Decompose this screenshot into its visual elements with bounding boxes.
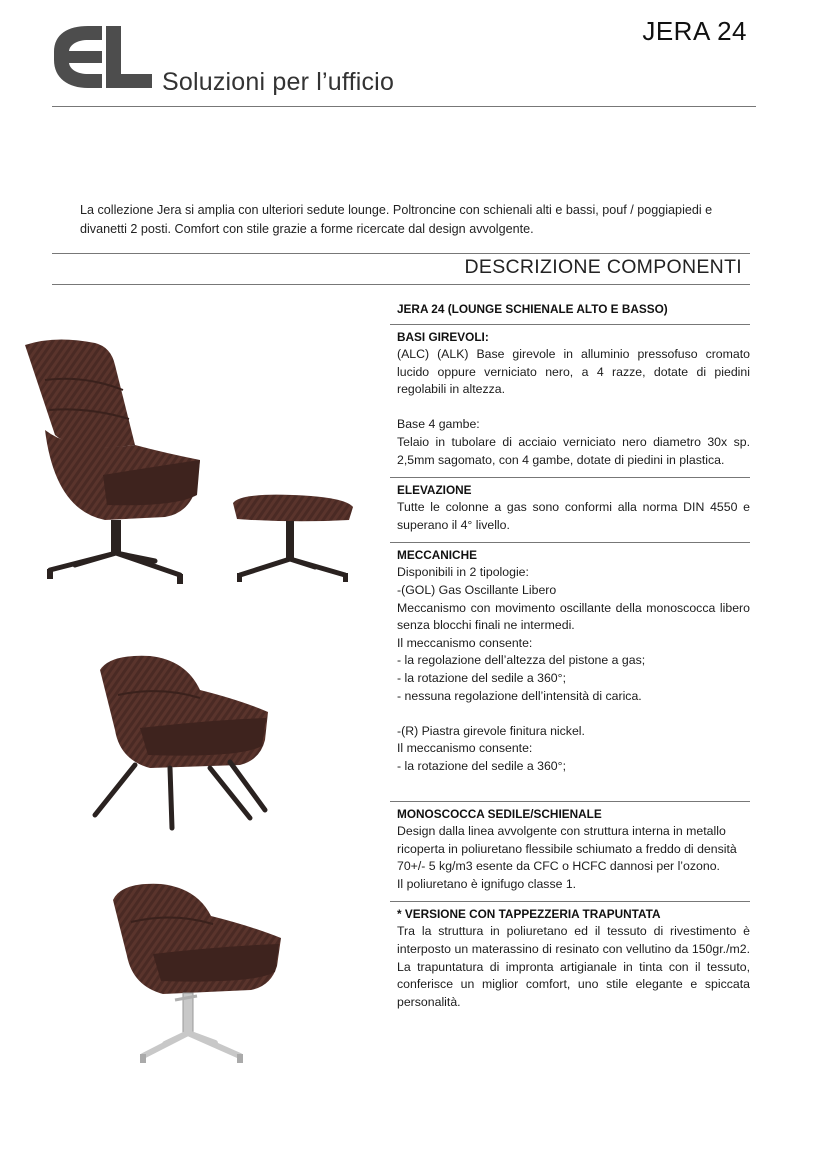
spec-header-block [390, 297, 750, 325]
spec-meccaniche-line: - la rotazione del sedile a 360°; [397, 758, 566, 773]
section-divider-bottom [52, 284, 750, 285]
chair-image-high-back [15, 335, 360, 590]
spec-basi-line: Telaio in tubolare di acciaio verniciato nero diametro 30x sp. 2,5mm sagomato, con 4 gambe, dotate di piedini in plastica. [397, 434, 750, 467]
spec-elevazione [390, 478, 750, 543]
brand-tagline: Soluzioni per l’ufficio [162, 68, 395, 96]
spec-meccaniche [390, 543, 750, 802]
spec-meccaniche-line [397, 775, 750, 793]
spec-header: JERA 24 (LOUNGE SCHIENALE ALTO E BASSO) [397, 302, 668, 316]
intro-paragraph: La collezione Jera si amplia con ulteriori sedute lounge. Poltroncine con schienali alti e bassi, pouf / poggiapiedi e divanetti 2 posti. Comfort con stile grazie a forme ricercate dal design avvolgente. [80, 203, 713, 236]
spec-basi-line: Base 4 gambe: [397, 417, 480, 432]
spec-elevazione-title: ELEVAZIONE [397, 483, 472, 498]
spec-meccaniche-line: Meccanismo con movimento oscillante della monoscocca libero senza blocchi finali ne intermedi. [397, 600, 750, 633]
spec-meccaniche-title: MECCANICHE [397, 548, 477, 563]
spec-meccaniche-line: Il meccanismo consente: [397, 741, 533, 756]
spec-basi-girevoli [390, 325, 750, 478]
spec-elevazione-line: Tutte le colonne a gas sono conformi alla norma DIN 4550 e superano il 4° livello. [397, 500, 750, 532]
spec-monoscocca-line: Il poliuretano è ignifugo classe 1. [397, 876, 577, 891]
chair-image-low-back-swivel-nickel [105, 878, 290, 1068]
product-code: JERA 24 [642, 16, 747, 46]
spec-versione-line: Tra la struttura in poliuretano ed il tessuto di rivestimento è interposto un materassino di resinato con vellutino da 150gr./m2. La trapuntatura di impronta artigianale in tinta con il tessuto, conferisce un miglior comfort, uno stile elegante e spiccata personalità. [397, 924, 750, 1009]
spec-meccaniche-line: - nessuna regolazione dell’intensità di carica. [397, 688, 642, 703]
spec-versione-trapuntata [390, 902, 750, 1019]
brand-logo [50, 22, 160, 92]
spec-monoscocca-title: MONOSCOCCA SEDILE/SCHIENALE [397, 807, 602, 822]
spec-versione-title: * VERSIONE CON TAPPEZZERIA TRAPUNTATA [397, 907, 661, 922]
spec-monoscocca-line: Design dalla linea avvolgente con struttura interna in metallo ricoperta in poliuretano flessibile schiumato a freddo di densità 70+/- 5 kg/m3 esente da CFC o HCFC dannosi per l’ozono. [397, 824, 737, 874]
spec-meccaniche-line: Il meccanismo consente: [397, 635, 533, 650]
spec-meccaniche-line: Disponibili in 2 tipologie: [397, 565, 529, 580]
spec-basi-title: BASI GIREVOLI: [397, 330, 489, 344]
header-divider [52, 106, 756, 107]
section-title: DESCRIZIONE COMPONENTI [464, 256, 742, 278]
spec-meccaniche-line: -(GOL) Gas Oscillante Libero [397, 582, 557, 597]
spec-meccaniche-line [397, 705, 750, 723]
spec-basi-line: (ALC) (ALK) Base girevole in alluminio pressofuso cromato lucido oppure verniciato nero, a 4 razze, dotate di piedini regolabili in altezza. [397, 347, 750, 397]
spec-column [390, 297, 750, 1019]
spec-meccaniche-line: - la rotazione del sedile a 360°; [397, 670, 566, 685]
spec-basi-line [397, 399, 750, 417]
spec-meccaniche-line: - la regolazione dell’altezza del pistone a gas; [397, 653, 646, 668]
chair-image-low-back-4-legs [90, 650, 280, 835]
section-divider-top [52, 253, 750, 254]
spec-meccaniche-line: -(R) Piastra girevole finitura nickel. [397, 723, 585, 738]
spec-monoscocca [390, 802, 750, 902]
